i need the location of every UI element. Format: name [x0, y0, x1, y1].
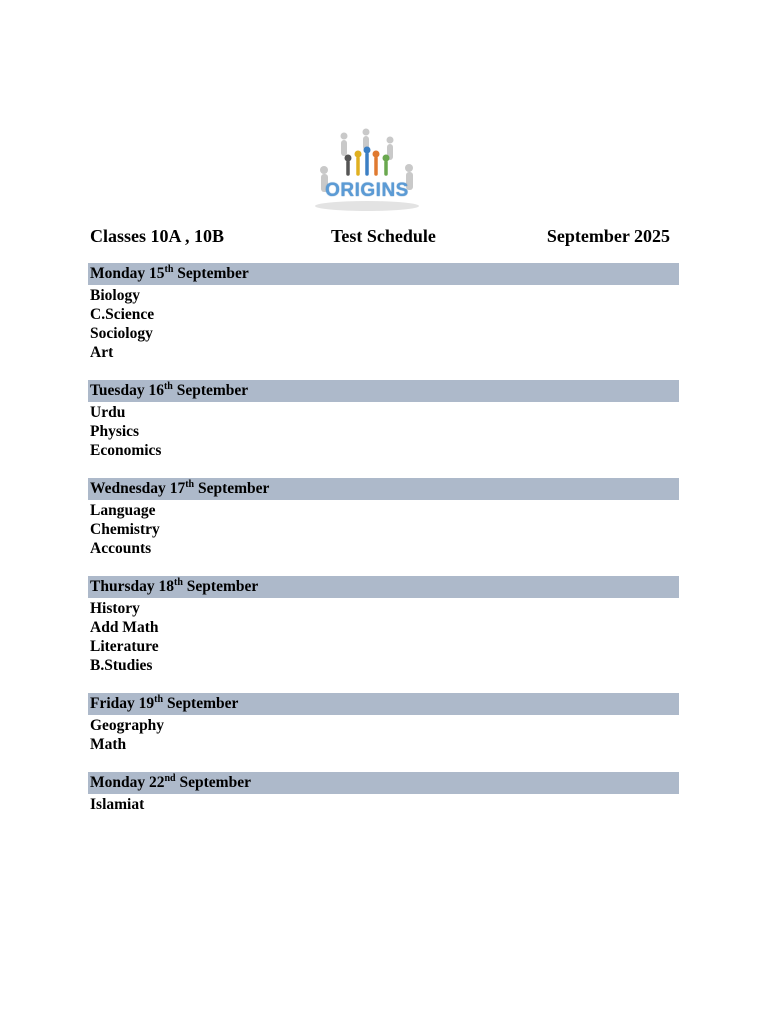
subject-list — [88, 715, 679, 754]
day-weekday: Friday — [90, 695, 135, 712]
day-heading — [88, 478, 679, 500]
subject-item: Art — [90, 344, 114, 361]
day-date: 19 — [138, 695, 155, 712]
subject-list — [88, 402, 679, 460]
day-weekday: Monday — [90, 774, 146, 791]
document-header — [90, 226, 670, 250]
day-date-suffix: th — [154, 694, 164, 705]
day-date-suffix: th — [164, 264, 174, 275]
schedule-day — [88, 263, 679, 362]
subject-item: Geography — [90, 717, 165, 734]
schedule-day — [88, 772, 679, 814]
subject-list — [88, 598, 679, 675]
day-date: 18 — [158, 578, 174, 595]
day-date: 17 — [169, 480, 186, 497]
subject-list — [88, 285, 679, 362]
subject-list — [88, 794, 679, 814]
classes-label: Classes 10A , 10B — [90, 226, 225, 246]
test-schedule — [88, 263, 679, 832]
subject-item: Language — [90, 502, 156, 519]
subject-item: Physics — [90, 423, 140, 440]
schedule-day — [88, 576, 679, 675]
subject-item: Chemistry — [90, 521, 160, 538]
schedule-month: September 2025 — [546, 226, 670, 246]
day-date: 15 — [149, 265, 165, 282]
day-month: September — [176, 382, 249, 399]
origins-logo — [306, 126, 428, 214]
subject-item: Islamiat — [90, 796, 145, 813]
day-month: September — [177, 265, 249, 282]
subject-item: Literature — [90, 638, 159, 655]
subject-item: Math — [90, 736, 127, 753]
day-date-suffix: th — [174, 577, 183, 588]
subject-item: Sociology — [90, 325, 153, 342]
day-date: 16 — [148, 382, 164, 399]
day-month: September — [197, 480, 270, 497]
day-month: September — [166, 695, 239, 712]
day-month: September — [186, 578, 259, 595]
schedule-day — [88, 478, 679, 558]
schedule-day — [88, 693, 679, 754]
logo-wordmark: ORIGINS — [325, 180, 409, 201]
day-weekday: Wednesday — [90, 480, 166, 497]
subject-item: Biology — [90, 287, 140, 304]
schedule-day — [88, 380, 679, 460]
day-heading — [88, 576, 679, 598]
subject-item: Accounts — [90, 540, 152, 557]
day-heading — [88, 263, 679, 285]
day-date-suffix: th — [163, 381, 173, 392]
day-heading — [88, 693, 679, 715]
day-heading — [88, 380, 679, 402]
subject-item: B.Studies — [90, 657, 153, 674]
subject-item: Economics — [90, 442, 162, 459]
day-date-suffix: th — [185, 479, 195, 490]
document-title: Test Schedule — [331, 226, 436, 246]
subject-list — [88, 500, 679, 558]
subject-item: History — [90, 600, 140, 617]
day-weekday: Monday — [90, 265, 146, 282]
subject-item: Add Math — [90, 619, 159, 636]
day-heading — [88, 772, 679, 794]
day-weekday: Tuesday — [90, 382, 145, 399]
day-weekday: Thursday — [90, 578, 155, 595]
subject-item: Urdu — [90, 404, 126, 421]
day-date-suffix: nd — [164, 773, 176, 784]
subject-item: C.Science — [90, 306, 155, 323]
day-month: September — [179, 774, 251, 791]
day-date: 22 — [149, 774, 165, 791]
